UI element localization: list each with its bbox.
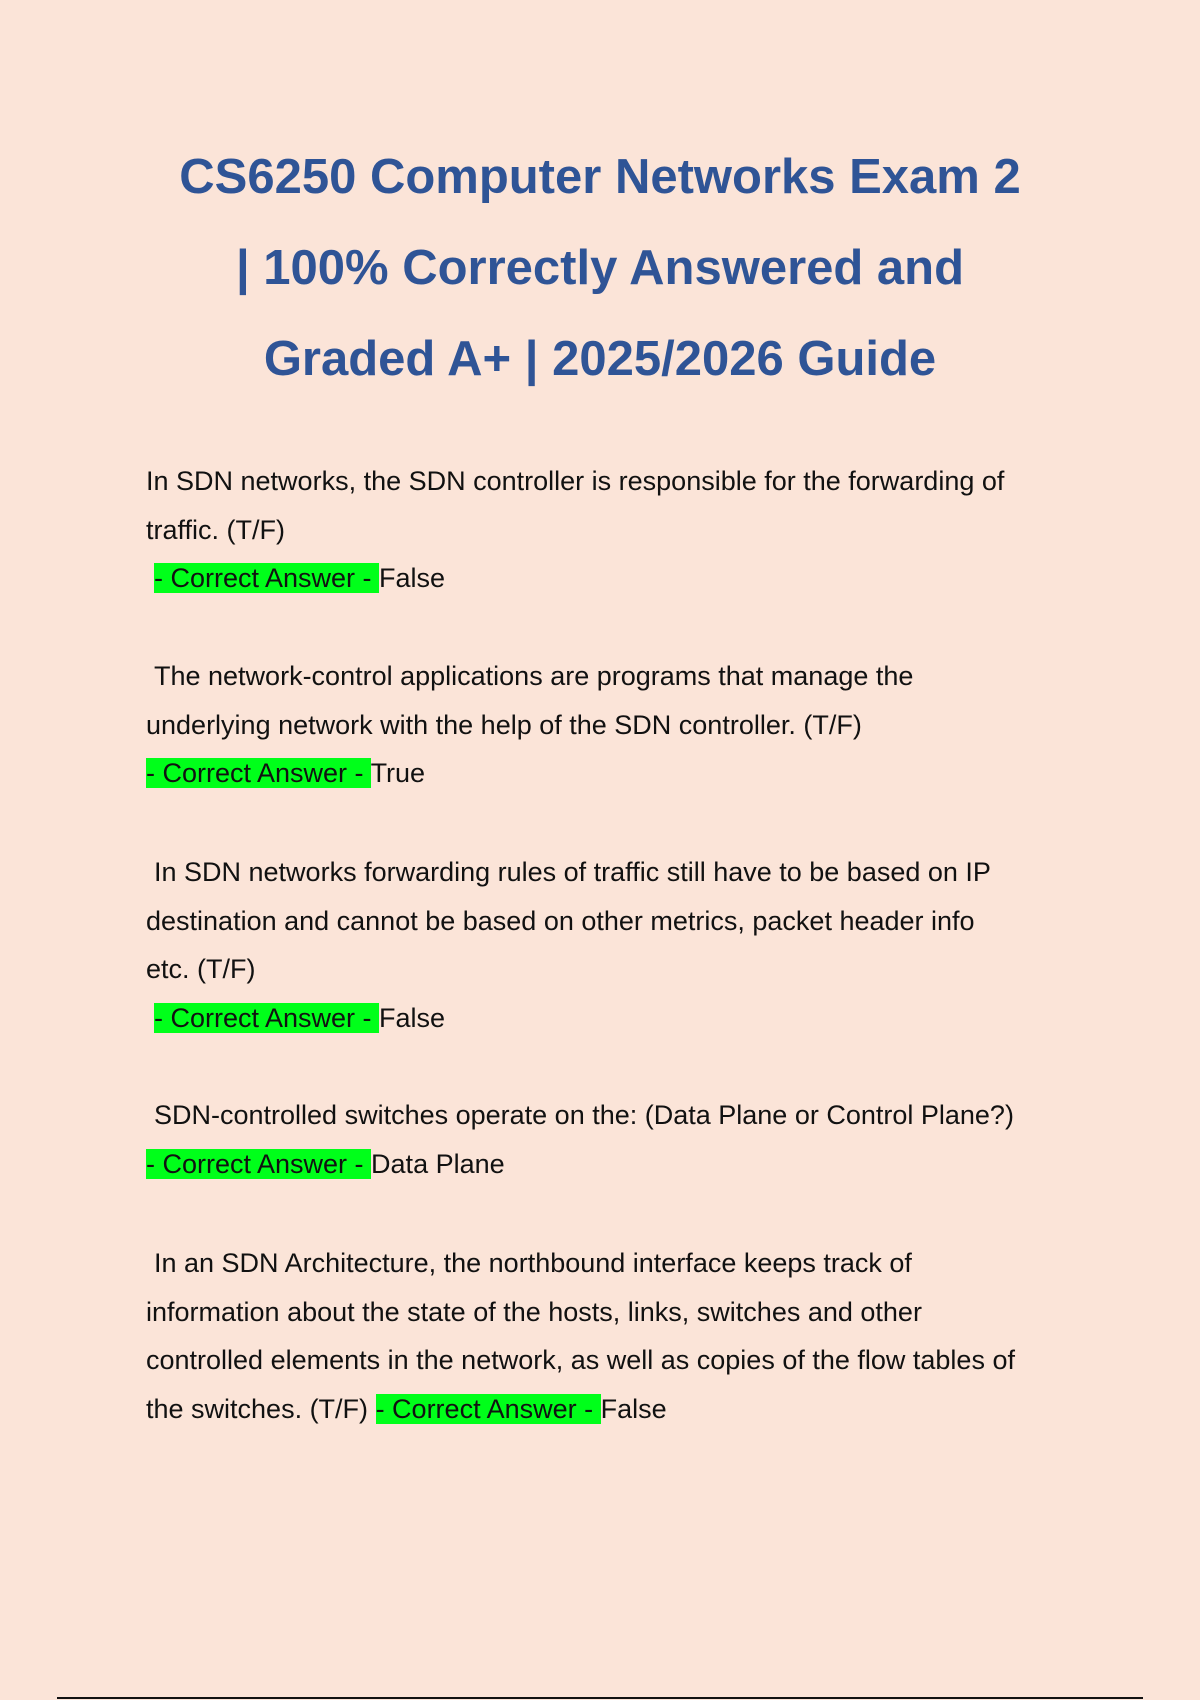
question-text: SDN-controlled switches operate on the: (Data Plane or Control Plane?) xyxy=(154,1100,1014,1130)
correct-answer-marker: - Correct Answer - xyxy=(375,1393,601,1424)
question-text: The network-control applications are programs that manage the xyxy=(154,661,914,691)
answer-text: False xyxy=(379,1002,446,1033)
answer-text: False xyxy=(600,1393,667,1424)
answer-text: Data Plane xyxy=(371,1148,505,1179)
qa-item-3 xyxy=(146,848,1066,1042)
title-line-1: CS6250 Computer Networks Exam 2 xyxy=(179,150,1021,204)
answer-text: True xyxy=(370,758,426,788)
question-text: controlled elements in the network, as well as copies of the flow tables of xyxy=(146,1345,1015,1375)
correct-answer-marker: - Correct Answer - xyxy=(146,758,371,788)
document-title xyxy=(100,132,1100,405)
question-text: destination and cannot be based on other metrics, packet header info xyxy=(146,905,975,936)
question-text: information about the state of the hosts, links, switches and other xyxy=(146,1296,922,1327)
qa-item-4 xyxy=(146,1091,1066,1188)
question-text: In an SDN Architecture, the northbound interface keeps track of xyxy=(154,1248,912,1278)
question-text: In SDN networks forwarding rules of traffic still have to be based on IP xyxy=(154,857,991,887)
correct-answer-marker: - Correct Answer - xyxy=(154,1002,380,1033)
qa-item-5 xyxy=(146,1239,1066,1433)
question-text: In SDN networks, the SDN controller is responsible for the forwarding of xyxy=(146,466,1005,496)
question-text: traffic. (T/F) xyxy=(146,514,285,545)
correct-answer-marker: - Correct Answer - xyxy=(146,1148,372,1179)
answer-text: False xyxy=(379,563,446,593)
title-line-3: Graded A+ | 2025/2026 Guide xyxy=(263,332,937,386)
question-text: etc. (T/F) xyxy=(146,954,256,984)
qa-item-1 xyxy=(146,457,1066,603)
correct-answer-marker: - Correct Answer - xyxy=(154,563,380,593)
question-text: underlying network with the help of the SDN controller. (T/F) xyxy=(146,709,862,740)
question-text: the switches. (T/F) xyxy=(146,1393,369,1424)
qa-item-2 xyxy=(146,652,1066,798)
footer-divider xyxy=(57,1697,1143,1699)
title-line-2: | 100% Correctly Answered and xyxy=(235,241,965,295)
